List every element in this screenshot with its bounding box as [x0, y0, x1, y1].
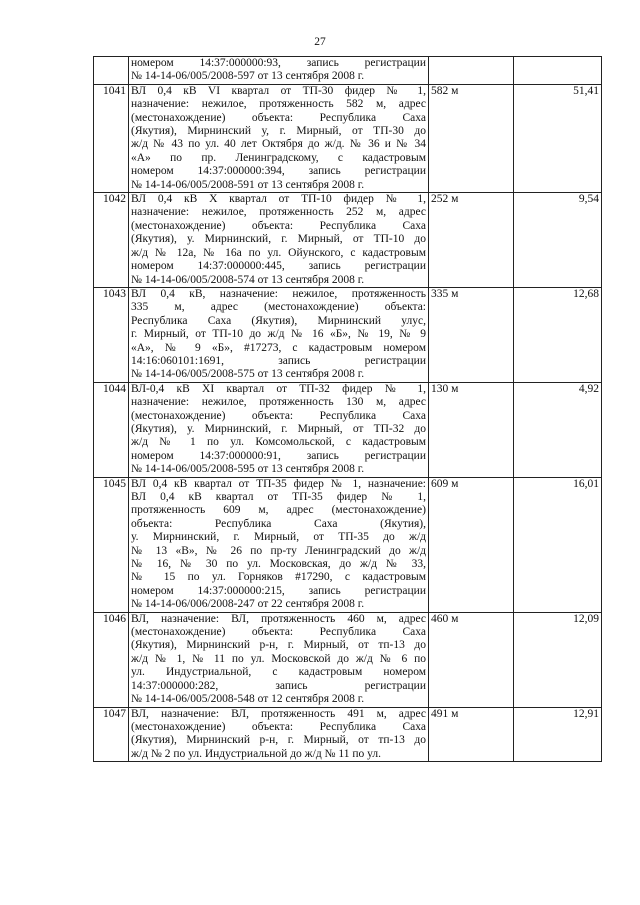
description-line: номером 14:37:000000:91, запись регистрации [131, 449, 426, 462]
description-line: ул. Индустриальной, с кадастровым номером [131, 666, 426, 679]
row-number: 1043 [94, 287, 129, 382]
row-number: 1041 [94, 84, 129, 192]
cost-value: 4,92 [514, 382, 602, 477]
page-number: 27 [314, 36, 326, 48]
length-value: 460 м [429, 612, 514, 707]
table-row [94, 707, 602, 762]
description-line: назначение: нежилое, протяженность 252 м, адрес [131, 206, 426, 219]
cost-value: 16,01 [514, 477, 602, 612]
table-row [94, 84, 602, 192]
table-row [94, 382, 602, 477]
object-description [129, 612, 429, 707]
description-line: (местонахождение) объекта: Республика Саха [131, 111, 426, 124]
table-row [94, 477, 602, 612]
description-line: (Якутия), у. Мирнинский, г. Мирный, от ТП-32 до [131, 422, 426, 435]
registry-table [93, 56, 602, 762]
description-line: (Якутия), Мирнинский р-н, г. Мирный, от тп-13 до [131, 639, 426, 652]
description-line: № 14-14-06/006/2008-247 от 22 сентября 2008 г. [131, 598, 365, 611]
description-line: (Якутия), Мирнинский у, г. Мирный, от ТП-30 до [131, 125, 426, 138]
description-line: ж/д № 1, № 11 по ул. Московской до ж/д № 6 по [131, 652, 426, 665]
length-value: 609 м [429, 477, 514, 612]
object-description [129, 382, 429, 477]
cost-value: 12,91 [514, 707, 602, 762]
description-line: (местонахождение) объекта: Республика Саха [131, 409, 426, 422]
description-line: ВЛ 0,4 кВ VI квартал от ТП-30 фидер № 1, [131, 84, 426, 97]
description-line: № 16, № 30 по ул. Московская, до ж/д № 33, [131, 558, 426, 571]
description-line: номером 14:37:000000:394, запись регистрации [131, 165, 426, 178]
description-line: ВЛ 0,4 кВ X квартал от ТП-10 фидер № 1, [131, 193, 426, 206]
description-line: 335 м, адрес (местонахождение) объекта: [131, 301, 426, 314]
cost-value: 51,41 [514, 84, 602, 192]
description-line: (местонахождение) объекта: Республика Саха [131, 626, 426, 639]
row-number [94, 57, 129, 85]
table-row [94, 193, 602, 288]
description-line: № 14-14-06/005/2008-575 от 13 сентября 2008 г. [131, 368, 365, 381]
row-number: 1044 [94, 382, 129, 477]
description-line: 14:16:060101:1691, запись регистрации [131, 354, 426, 367]
cost-value [514, 57, 602, 85]
length-value [429, 57, 514, 85]
description-line: № 14-14-06/005/2008-548 от 12 сентября 2008 г. [131, 693, 365, 706]
object-description [129, 477, 429, 612]
description-line: Республика Саха (Якутия), Мирнинский улус, [131, 314, 426, 327]
description-line: № 14-14-06/005/2008-597 от 13 сентября 2008 г. [131, 70, 365, 83]
description-line: ВЛ 0,4 кВ, назначение: нежилое, протяженность [131, 287, 426, 300]
description-line: ж/д № 2 по ул. Индустриальной до ж/д № 11 по ул. [131, 747, 381, 760]
description-line: № 14-14-06/005/2008-574 от 13 сентября 2008 г. [131, 273, 365, 286]
description-line: назначение: нежилое, протяженность 582 м, адрес [131, 98, 426, 111]
table-row [94, 612, 602, 707]
description-line: протяженность 609 м, адрес (местонахождение) [131, 504, 426, 517]
description-line: «А», № 9 «Б», #17273, с кадастровым номером [131, 341, 426, 354]
object-description [129, 193, 429, 288]
description-line: ж/д № 1 по ул. Комсомольской, с кадастровым [131, 436, 426, 449]
registry-body [94, 57, 602, 762]
description-line: у. Мирнинский, г. Мирный, от ТП-35 до ж/д [131, 531, 426, 544]
row-number: 1042 [94, 193, 129, 288]
description-line: ж/д № 43 по ул. 40 лет Октября до ж/д. № 36 и № 34 [131, 138, 426, 151]
description-line: г. Мирный, от ТП-10 до ж/д № 16 «Б», № 19, № 9 [131, 328, 426, 341]
description-line: № 13 «В», № 26 по пр-ту Ленинградский до ж/д [131, 544, 426, 557]
description-line: номером 14:37:000000:215, запись регистрации [131, 584, 426, 597]
description-line: ВЛ 0,4 кВ квартал от ТП-35 фидер № 1, назначение: [131, 477, 426, 490]
object-description [129, 84, 429, 192]
table-row [94, 57, 602, 85]
description-line: № 14-14-06/005/2008-591 от 13 сентября 2008 г. [131, 178, 365, 191]
object-description [129, 287, 429, 382]
description-line: ж/д № 12а, № 16а по ул. Ойунского, с кадастровым [131, 246, 426, 259]
description-line: (местонахождение) объекта: Республика Саха [131, 720, 426, 733]
description-line: (Якутия), у. Мирнинский, г. Мирный, от ТП-10 до [131, 233, 426, 246]
description-line: (Якутия), Мирнинский р-н, г. Мирный, от тп-13 до [131, 734, 426, 747]
length-value: 130 м [429, 382, 514, 477]
description-line: ВЛ 0,4 кВ квартал от ТП-35 фидер № 1, [131, 491, 426, 503]
description-line: «А» по пр. Ленинградскому, с кадастровым [131, 151, 426, 164]
description-line: ВЛ, назначение: ВЛ, протяженность 491 м, адрес [131, 707, 426, 720]
description-line: ВЛ, назначение: ВЛ, протяженность 460 м, адрес [131, 612, 426, 625]
object-description [129, 707, 429, 762]
description-line: назначение: нежилое, протяженность 130 м, адрес [131, 396, 426, 409]
cost-value: 9,54 [514, 193, 602, 288]
cost-value: 12,68 [514, 287, 602, 382]
length-value: 252 м [429, 193, 514, 288]
description-line: № 15 по ул. Горняков #17290, с кадастровым [131, 571, 426, 584]
description-line: ВЛ-0,4 кВ XI квартал от ТП-32 фидер № 1, [131, 382, 426, 395]
description-line: номером 14:37:000000:93, запись регистрации [131, 57, 426, 69]
row-number: 1046 [94, 612, 129, 707]
row-number: 1045 [94, 477, 129, 612]
table-row [94, 287, 602, 382]
description-line: (местонахождение) объекта: Республика Саха [131, 219, 426, 232]
cost-value: 12,09 [514, 612, 602, 707]
object-description [129, 57, 429, 85]
description-line: 14:37:000000:282, запись регистрации [131, 679, 426, 692]
length-value: 582 м [429, 84, 514, 192]
row-number: 1047 [94, 707, 129, 762]
length-value: 335 м [429, 287, 514, 382]
length-value: 491 м [429, 707, 514, 762]
description-line: № 14-14-06/005/2008-595 от 13 сентября 2008 г. [131, 463, 365, 476]
description-line: номером 14:37:000000:445, запись регистрации [131, 260, 426, 273]
description-line: объекта: Республика Саха (Якутия), [131, 517, 426, 530]
